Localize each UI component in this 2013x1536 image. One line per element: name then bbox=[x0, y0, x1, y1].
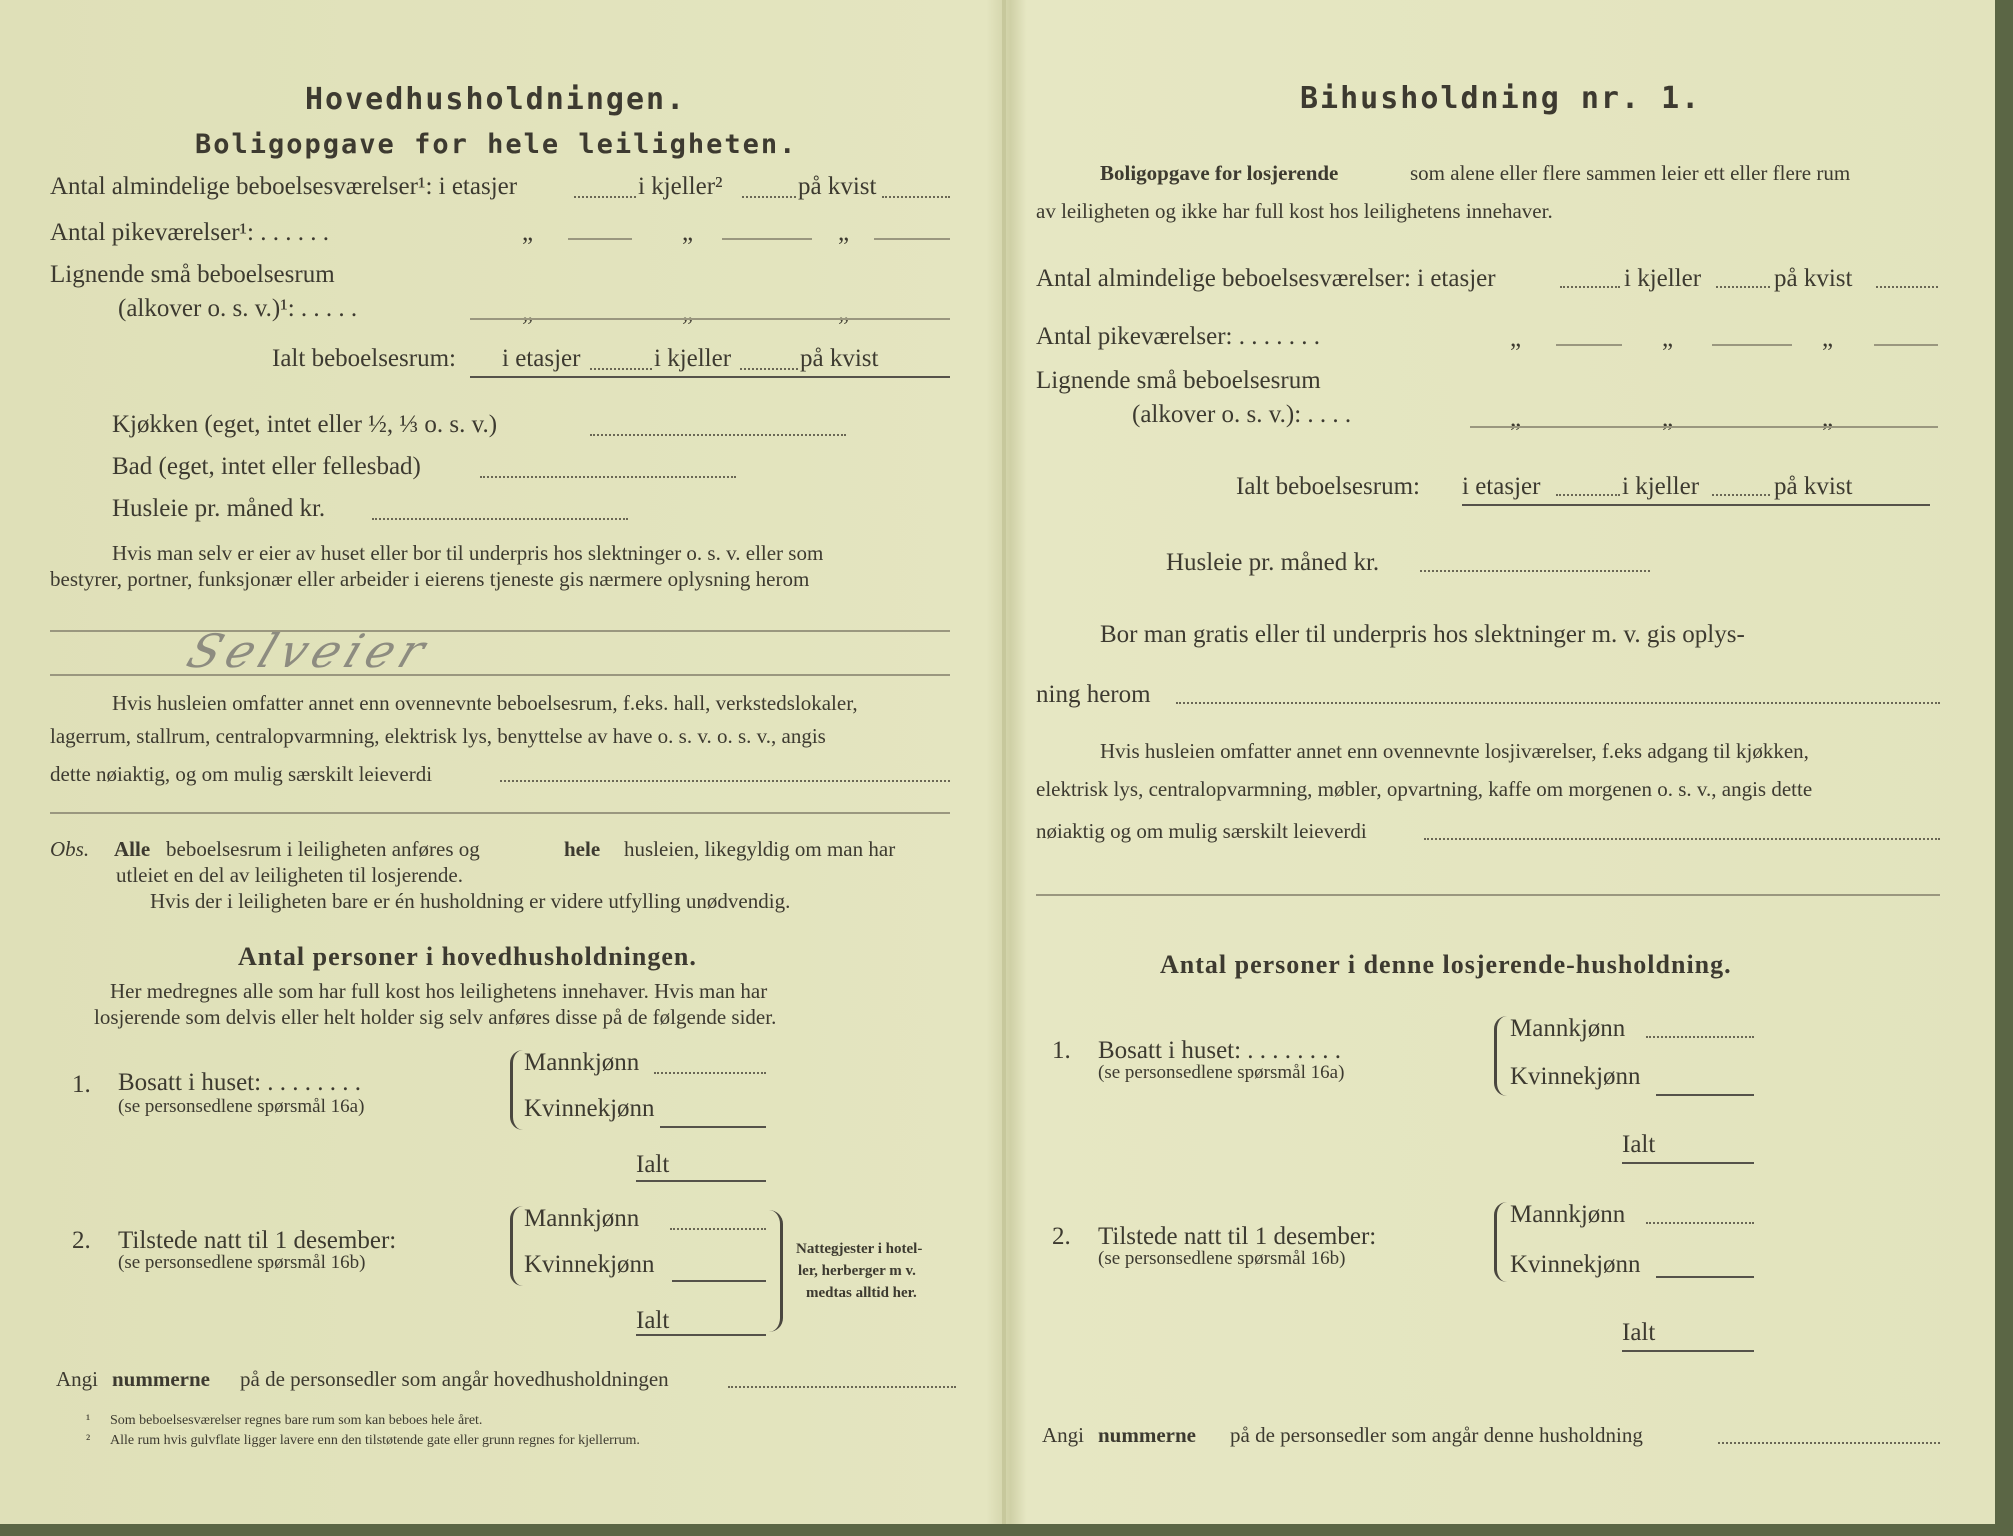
obs-label: Obs. bbox=[50, 837, 90, 861]
right-q1-kvinne-label: Kvinnekjønn bbox=[1510, 1063, 1641, 1090]
right-q1-ialt-field[interactable] bbox=[1622, 1162, 1754, 1164]
right-alm-kjeller-label: i kjeller bbox=[1624, 265, 1702, 292]
alkover-field[interactable] bbox=[470, 318, 950, 320]
right-leieverdi-field-line2[interactable] bbox=[1036, 894, 1940, 896]
footnote1: Som beboelsesværelser regnes bare rum som kan beboes hele året. bbox=[110, 1413, 483, 1428]
ialt-label: Ialt beboelsesrum: bbox=[272, 345, 456, 372]
footnote1-number: ¹ bbox=[86, 1413, 91, 1428]
husleie-field[interactable] bbox=[372, 518, 628, 520]
right-q1-number: 1. bbox=[1052, 1037, 1071, 1064]
obs-alle: Alle bbox=[114, 837, 151, 861]
gratis-field[interactable] bbox=[1176, 702, 1940, 704]
right-husleie-field[interactable] bbox=[1420, 570, 1650, 572]
ditto-mark: „ bbox=[522, 219, 534, 246]
q1-mann-field[interactable] bbox=[654, 1072, 766, 1074]
footnote2: Alle rum hvis gulvflate ligger lavere enn den tilstøtende gate eller grunn regnes for kjellerrum. bbox=[110, 1433, 640, 1448]
right-q2-mann-field[interactable] bbox=[1646, 1222, 1754, 1224]
right-husleie-label: Husleie pr. måned kr. bbox=[1166, 549, 1380, 576]
omfatter-line3: dette nøiaktig, og om mulig særskilt leieverdi bbox=[50, 762, 433, 786]
left-angi-bold: nummerne bbox=[112, 1367, 210, 1391]
obs-line1b: husleien, likegyldig om man har bbox=[624, 837, 896, 861]
right-q1-mann-field[interactable] bbox=[1646, 1036, 1754, 1038]
ditto-mark: „ bbox=[682, 219, 694, 246]
lign-label: Lignende små beboelsesrum bbox=[50, 261, 335, 288]
right-omfatter-line1: Hvis husleien omfatter annet enn ovennevnte losjiværelser, f.eks adgang til kjøkken, bbox=[1100, 739, 1809, 763]
q1-ialt-field[interactable] bbox=[636, 1180, 766, 1182]
ditto-mark: „ bbox=[1510, 405, 1522, 432]
right-intro-bold: Boligopgave for losjerende bbox=[1100, 161, 1339, 185]
ditto-mark: „ bbox=[1510, 325, 1522, 352]
right-q1-ialt-label: Ialt bbox=[1622, 1131, 1656, 1158]
right-pike-kjeller-field[interactable] bbox=[1712, 344, 1792, 346]
right-angi-prefix: Angi bbox=[1042, 1423, 1084, 1447]
pike-kjeller-field[interactable] bbox=[722, 238, 812, 240]
right-pike-kvist-field[interactable] bbox=[1874, 344, 1938, 346]
eier-note-line1: Hvis man selv er eier av huset eller bor til underpris hos slektninger o. s. v. eller som bbox=[112, 541, 824, 565]
right-q2-kvinne-label: Kvinnekjønn bbox=[1510, 1251, 1641, 1278]
eier-field-line2[interactable] bbox=[50, 674, 950, 676]
persons-note-line2: losjerende som delvis eller helt holder sig selv anføres disse på de følgende sider. bbox=[94, 1005, 777, 1029]
nattegjester-line3: medtas alltid her. bbox=[806, 1285, 917, 1301]
right-q1-mann-label: Mannkjønn bbox=[1510, 1015, 1626, 1042]
pike-kvist-field[interactable] bbox=[874, 238, 950, 240]
nattegjester-line2: ler, herberger m v. bbox=[798, 1263, 916, 1279]
scan-border-right bbox=[1995, 0, 2013, 1536]
ditto-mark: „ bbox=[1662, 405, 1674, 432]
eier-field-line1[interactable] bbox=[50, 630, 950, 632]
obs-line3: Hvis der i leiligheten bare er én husholdning er videre utfylling unødvendig. bbox=[150, 889, 791, 913]
right-intro-line2: av leiligheten og ikke har full kost hos leilighetens innehaver. bbox=[1036, 199, 1553, 223]
q1-sub: (se personsedlene spørsmål 16a) bbox=[118, 1096, 365, 1117]
bad-label: Bad (eget, intet eller fellesbad) bbox=[112, 453, 421, 480]
q2-kvinne-field[interactable] bbox=[672, 1280, 766, 1282]
ditto-mark: „ bbox=[838, 219, 850, 246]
alm-etasjer-field[interactable] bbox=[574, 196, 636, 198]
right-alm-etasjer-field[interactable] bbox=[1560, 286, 1620, 288]
q1-kvinne-field[interactable] bbox=[660, 1126, 766, 1128]
ialt-kjeller-field[interactable] bbox=[740, 368, 798, 370]
right-q2-mann-label: Mannkjønn bbox=[1510, 1201, 1626, 1228]
q2-mann-field[interactable] bbox=[670, 1228, 766, 1230]
ialt-underline bbox=[470, 376, 950, 378]
right-ialt-etasjer-label: i etasjer bbox=[1462, 473, 1541, 500]
right-alm-kvist-field[interactable] bbox=[1876, 286, 1938, 288]
left-persons-title: Antal personer i hovedhusholdningen. bbox=[238, 942, 697, 971]
obs-line1a: beboelsesrum i leiligheten anføres og bbox=[166, 837, 480, 861]
left-angi-field[interactable] bbox=[728, 1386, 956, 1388]
ditto-mark: „ bbox=[838, 299, 850, 326]
right-ialt-kjeller-field[interactable] bbox=[1712, 494, 1770, 496]
q2-ialt-field[interactable] bbox=[636, 1334, 766, 1336]
right-omfatter-line3: nøiaktig og om mulig særskilt leieverdi bbox=[1036, 819, 1367, 843]
right-q1-kvinne-field[interactable] bbox=[1656, 1094, 1754, 1096]
gratis-line1: Bor man gratis eller til underpris hos slektninger m. v. gis oplys- bbox=[1100, 621, 1745, 648]
right-alkover-field[interactable] bbox=[1470, 426, 1938, 428]
husleie-label: Husleie pr. måned kr. bbox=[112, 495, 326, 522]
persons-note-line1: Her medregnes alle som har full kost hos leilighetens innehaver. Hvis man har bbox=[110, 979, 768, 1003]
right-omfatter-line2: elektrisk lys, centralopvarmning, møbler, opvartning, kaffe om morgenen o. s. v., angis dette bbox=[1036, 777, 1813, 801]
right-alm-kvist-label: på kvist bbox=[1774, 265, 1853, 292]
right-q2-sub: (se personsedlene spørsmål 16b) bbox=[1098, 1248, 1346, 1269]
obs-line2: utleiet en del av leiligheten til losjerende. bbox=[116, 863, 463, 887]
right-ialt-kvist-label: på kvist bbox=[1774, 473, 1853, 500]
right-angi-bold: nummerne bbox=[1098, 1423, 1196, 1447]
nattegjester-brace bbox=[766, 1210, 783, 1332]
q1-ialt-label: Ialt bbox=[636, 1151, 670, 1178]
alkover-label: (alkover o. s. v.)¹: . . . . . bbox=[118, 295, 358, 322]
pike-label: Antal pikeværelser¹: . . . . . . bbox=[50, 219, 329, 246]
obs-hele: hele bbox=[564, 837, 601, 861]
alm-kjeller-label: i kjeller² bbox=[638, 173, 723, 200]
left-angi-text: på de personsedler som angår hovedhusholdningen bbox=[240, 1367, 669, 1391]
right-pike-label: Antal pikeværelser: . . . . . . . bbox=[1036, 323, 1320, 350]
nattegjester-line1: Nattegjester i hotel- bbox=[796, 1241, 923, 1257]
left-angi-prefix: Angi bbox=[56, 1367, 98, 1391]
q1-mann-label: Mannkjønn bbox=[524, 1049, 640, 1076]
right-pike-etasjer-field[interactable] bbox=[1556, 344, 1622, 346]
left-title: Hovedhusholdningen. bbox=[305, 82, 687, 117]
q2-ialt-label: Ialt bbox=[636, 1307, 670, 1334]
leieverdi-field-line2[interactable] bbox=[50, 812, 950, 814]
right-q2-ialt-field[interactable] bbox=[1622, 1350, 1754, 1352]
right-q1-brace bbox=[1494, 1016, 1507, 1096]
page-fold bbox=[1002, 0, 1006, 1536]
right-q2-label: Tilstede natt til 1 desember: bbox=[1098, 1223, 1377, 1250]
right-intro-line1: som alene eller flere sammen leier ett eller flere rum bbox=[1410, 161, 1851, 185]
eier-note-line2: bestyrer, portner, funksjonær eller arbeider i eierens tjeneste gis nærmere oplysning herom bbox=[50, 567, 810, 591]
kjokken-field[interactable] bbox=[590, 434, 846, 436]
right-q2-brace bbox=[1494, 1202, 1507, 1282]
q2-kvinne-label: Kvinnekjønn bbox=[524, 1251, 655, 1278]
q1-brace bbox=[510, 1050, 523, 1130]
kjokken-label: Kjøkken (eget, intet eller ½, ⅓ o. s. v.) bbox=[112, 411, 498, 438]
omfatter-line2: lagerrum, stallrum, centralopvarmning, elektrisk lys, benyttelse av have o. s. v. o. s. v., angis bbox=[50, 724, 826, 748]
ialt-etasjer-label: i etasjer bbox=[502, 345, 581, 372]
right-persons-title: Antal personer i denne losjerende-husholdning. bbox=[1160, 950, 1732, 979]
right-leieverdi-field[interactable] bbox=[1424, 838, 1940, 840]
right-alkover-label: (alkover o. s. v.): . . . . bbox=[1132, 401, 1352, 428]
q1-number: 1. bbox=[72, 1071, 91, 1098]
ditto-mark: „ bbox=[522, 299, 534, 326]
right-q2-ialt-label: Ialt bbox=[1622, 1319, 1656, 1346]
right-alm-label: Antal almindelige beboelsesværelser: i etasjer bbox=[1036, 265, 1496, 292]
ialt-etasjer-field[interactable] bbox=[590, 368, 652, 370]
footnote2-number: ² bbox=[86, 1433, 91, 1448]
right-angi-field[interactable] bbox=[1718, 1442, 1940, 1444]
right-alm-kjeller-field[interactable] bbox=[1716, 286, 1770, 288]
right-ialt-label: Ialt beboelsesrum: bbox=[1236, 473, 1420, 500]
right-ialt-kjeller-label: i kjeller bbox=[1622, 473, 1700, 500]
alm-kjeller-field[interactable] bbox=[742, 196, 796, 198]
right-q1-label: Bosatt i huset: . . . . . . . . bbox=[1098, 1037, 1342, 1064]
q1-kvinne-label: Kvinnekjønn bbox=[524, 1095, 655, 1122]
right-angi-text: på de personsedler som angår denne husholdning bbox=[1230, 1423, 1643, 1447]
ialt-kvist-label: på kvist bbox=[800, 345, 879, 372]
alm-kvist-label: på kvist bbox=[798, 173, 877, 200]
right-lign-label: Lignende små beboelsesrum bbox=[1036, 367, 1321, 394]
alm-label: Antal almindelige beboelsesværelser¹: i etasjer bbox=[50, 173, 518, 200]
ialt-kjeller-label: i kjeller bbox=[654, 345, 732, 372]
omfatter-line1: Hvis husleien omfatter annet enn ovennevnte beboelsesrum, f.eks. hall, verkstedslokaler, bbox=[112, 691, 858, 715]
right-ialt-underline bbox=[1462, 504, 1930, 506]
handwritten-signature: Selveier bbox=[180, 624, 439, 678]
right-ialt-etasjer-field[interactable] bbox=[1556, 494, 1620, 496]
q2-sub: (se personsedlene spørsmål 16b) bbox=[118, 1252, 366, 1273]
q2-mann-label: Mannkjønn bbox=[524, 1205, 640, 1232]
pike-etasjer-field[interactable] bbox=[568, 238, 632, 240]
right-title: Bihusholdning nr. 1. bbox=[1300, 81, 1702, 116]
ditto-mark: „ bbox=[1822, 325, 1834, 352]
q2-brace bbox=[510, 1206, 523, 1286]
scan-border-bottom bbox=[0, 1524, 2013, 1536]
leieverdi-field[interactable] bbox=[500, 780, 950, 782]
ditto-mark: „ bbox=[682, 299, 694, 326]
left-subtitle: Boligopgave for hele leiligheten. bbox=[195, 129, 798, 160]
right-q2-number: 2. bbox=[1052, 1223, 1071, 1250]
right-q1-sub: (se personsedlene spørsmål 16a) bbox=[1098, 1062, 1345, 1083]
bad-field[interactable] bbox=[480, 476, 736, 478]
right-q2-kvinne-field[interactable] bbox=[1656, 1276, 1754, 1278]
gratis-line2: ning herom bbox=[1036, 681, 1151, 708]
q2-label: Tilstede natt til 1 desember: bbox=[118, 1227, 397, 1254]
ditto-mark: „ bbox=[1822, 405, 1834, 432]
q2-number: 2. bbox=[72, 1227, 91, 1254]
alm-kvist-field[interactable] bbox=[882, 196, 950, 198]
q1-label: Bosatt i huset: . . . . . . . . bbox=[118, 1069, 362, 1096]
ditto-mark: „ bbox=[1662, 325, 1674, 352]
